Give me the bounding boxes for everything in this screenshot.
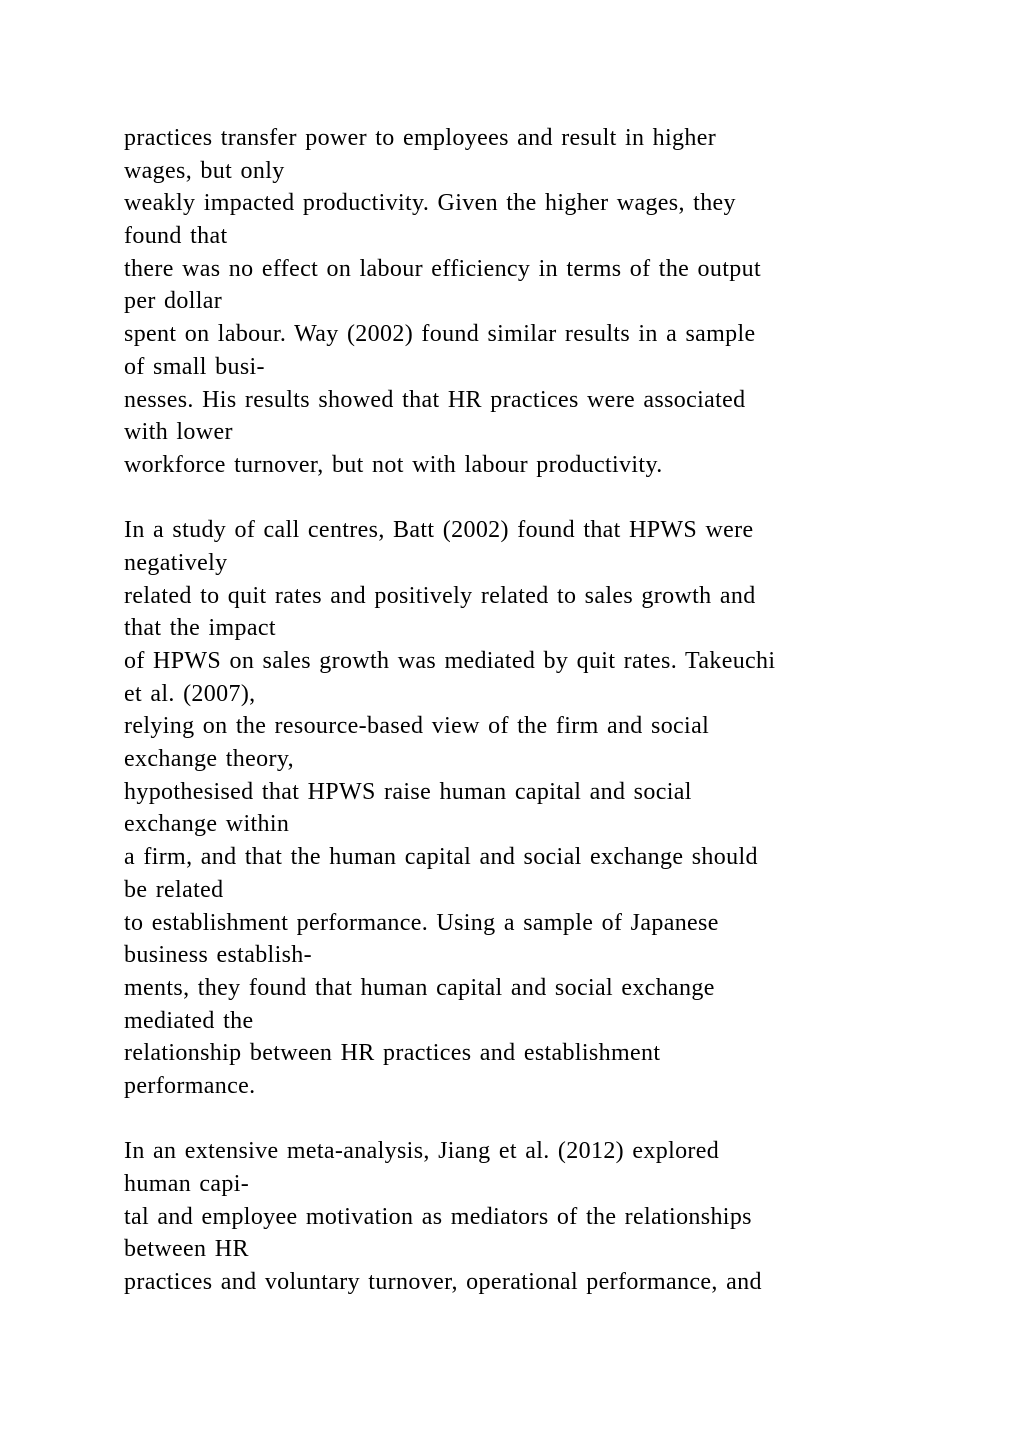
- text-line: practices transfer power to employees and result in higher: [124, 125, 717, 151]
- paragraph-1: [124, 122, 924, 482]
- text-line: business establish-: [124, 942, 312, 969]
- text-line: nesses. His results showed that HR practices were associated: [124, 386, 746, 413]
- text-line: negatively: [124, 549, 228, 576]
- body-text: [124, 122, 924, 1299]
- text-line: wages, but only: [124, 157, 285, 184]
- text-line: with lower: [124, 419, 233, 446]
- text-line: weakly impacted productivity. Given the higher wages, they: [124, 190, 736, 217]
- text-line: In an extensive meta-analysis, Jiang et al. (2012) explored: [124, 1138, 720, 1165]
- text-line: In a study of call centres, Batt (2002) found that HPWS were: [124, 517, 754, 544]
- paragraph-3: [124, 1135, 924, 1298]
- text-line: hypothesised that HPWS raise human capital and social: [124, 778, 692, 805]
- text-line: relying on the resource-based view of the firm and social: [124, 713, 710, 740]
- text-line: exchange theory,: [124, 746, 294, 773]
- paragraph-break: [124, 482, 924, 515]
- text-line: et al. (2007),: [124, 680, 256, 707]
- text-line: human capi-: [124, 1171, 250, 1197]
- text-line: mediated the: [124, 1007, 254, 1034]
- text-line: ments, they found that human capital and social exchange: [124, 974, 715, 1001]
- text-line: that the impact: [124, 615, 276, 642]
- paragraph-2: [124, 514, 924, 1102]
- text-line: found that: [124, 223, 228, 250]
- text-line: relationship between HR practices and establishment: [124, 1040, 661, 1067]
- text-line: of HPWS on sales growth was mediated by quit rates. Takeuchi: [124, 648, 776, 674]
- text-line: between HR: [124, 1236, 249, 1263]
- paragraph-break: [124, 1103, 924, 1136]
- text-line: performance.: [124, 1072, 256, 1099]
- text-line: related to quit rates and positively related to sales growth and: [124, 582, 756, 609]
- text-line: exchange within: [124, 811, 290, 838]
- text-line: to establishment performance. Using a sample of Japanese: [124, 909, 719, 936]
- text-line: per dollar: [124, 288, 223, 315]
- text-line: a firm, and that the human capital and social exchange should: [124, 844, 758, 871]
- text-line: tal and employee motivation as mediators of the relationships: [124, 1203, 752, 1230]
- text-line: spent on labour. Way (2002) found similar results in a sample: [124, 321, 756, 348]
- text-line: practices and voluntary turnover, operational performance, and: [124, 1269, 762, 1296]
- text-line: be related: [124, 876, 224, 903]
- text-line: there was no effect on labour efficiency in terms of the output: [124, 255, 761, 282]
- text-line: workforce turnover, but not with labour productivity.: [124, 451, 663, 478]
- text-line: of small busi-: [124, 353, 265, 380]
